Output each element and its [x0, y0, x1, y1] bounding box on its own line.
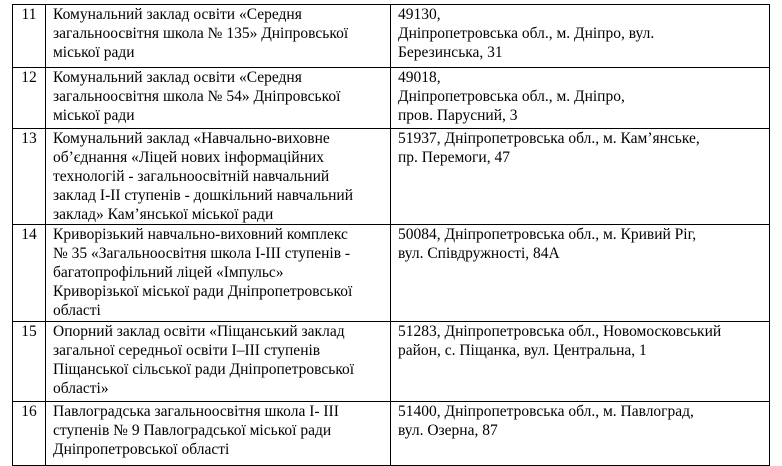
institution-name-line: міської ради: [53, 107, 135, 124]
address-cell: [391, 225, 770, 322]
institution-name-line: багатопрофільний ліцей «Імпульс»: [53, 264, 284, 281]
institution-name-line: Криворізький навчально-виховний комплекс: [53, 226, 348, 243]
table-row: [13, 402, 770, 466]
table-row: [13, 322, 770, 402]
address-line: 51937, Дніпропетровська обл., м. Кам’янське,: [398, 130, 700, 147]
institution-name-line: Дніпропетровської області: [53, 441, 230, 458]
address-cell: [391, 402, 770, 466]
institution-name-line: Криворізької міської ради Дніпропетровської: [53, 283, 353, 300]
institution-name-line: технологій - загальноосвітній навчальний: [53, 168, 330, 185]
address-line: Дніпропетровська обл., м. Дніпро,: [398, 88, 625, 105]
institution-name-line: Комунальний заклад «Навчально-виховне: [53, 130, 330, 147]
row-number-cell: 15: [13, 322, 46, 402]
institution-name-line: області: [53, 302, 101, 319]
institution-name-line: заклад» Кам’янської міської ради: [53, 206, 274, 223]
institution-name-line: ступенів № 9 Павлоградської міської ради: [53, 422, 332, 439]
address-line: Березинська, 31: [398, 44, 503, 61]
address-line: 51400, Дніпропетровська обл., м. Павлоград,: [398, 403, 694, 420]
institution-name-line: загальноосвітня школа № 135» Дніпровської: [53, 25, 349, 42]
institution-name-cell: [46, 68, 391, 129]
schools-table: [12, 4, 770, 466]
address-line: пров. Парусний, 3: [398, 107, 518, 124]
institution-name-line: області»: [53, 380, 109, 397]
address-line: вул. Озерна, 87: [398, 422, 498, 439]
institution-name-line: Опорний заклад освіти «Піщанський заклад: [53, 323, 345, 340]
address-line: 49018,: [398, 69, 441, 86]
institution-name-cell: [46, 322, 391, 402]
row-number-cell: 13: [13, 129, 46, 225]
institution-name-cell: [46, 5, 391, 68]
address-line: район, с. Піщанка, вул. Центральна, 1: [398, 342, 647, 359]
table-row: [13, 5, 770, 68]
institution-name-cell: [46, 402, 391, 466]
institution-name-line: Комунальний заклад освіти «Середня: [53, 6, 302, 23]
institution-name-line: № 35 «Загальноосвітня школа І-ІІІ ступенів -: [53, 245, 351, 262]
institution-name-line: об’єднання «Ліцей нових інформаційних: [53, 149, 325, 166]
address-line: пр. Перемоги, 47: [398, 149, 510, 166]
table-row: [13, 225, 770, 322]
institution-name-line: Павлоградська загальноосвітня школа І- ІІІ: [53, 403, 339, 420]
address-line: 50084, Дніпропетровська обл., м. Кривий Ріг,: [398, 226, 697, 243]
institution-name-cell: [46, 225, 391, 322]
address-line: 51283, Дніпропетровська обл., Новомосковський: [398, 323, 722, 340]
table-row: [13, 129, 770, 225]
address-line: Дніпропетровська обл., м. Дніпро, вул.: [398, 25, 655, 42]
row-number-cell: 16: [13, 402, 46, 466]
institution-name-line: Піщанської сільської ради Дніпропетровської: [53, 361, 355, 378]
row-number-cell: 14: [13, 225, 46, 322]
row-number-cell: 12: [13, 68, 46, 129]
address-cell: [391, 68, 770, 129]
row-number-cell: 11: [13, 5, 46, 68]
table-row: [13, 68, 770, 129]
institution-name-line: Комунальний заклад освіти «Середня: [53, 69, 302, 86]
institution-name-line: загальноосвітня школа № 54» Дніпровської: [53, 88, 341, 105]
address-line: 49130,: [398, 6, 441, 23]
table-body: [13, 5, 770, 466]
institution-name-line: міської ради: [53, 44, 135, 61]
address-line: вул. Співдружності, 84А: [398, 245, 560, 262]
institution-name-line: загальної середньої освіти І–ІІІ ступенів: [53, 342, 321, 359]
institution-name-cell: [46, 129, 391, 225]
institution-name-line: заклад І-ІІ ступенів - дошкільний навчальний: [53, 187, 354, 204]
address-cell: [391, 5, 770, 68]
address-cell: [391, 129, 770, 225]
address-cell: [391, 322, 770, 402]
